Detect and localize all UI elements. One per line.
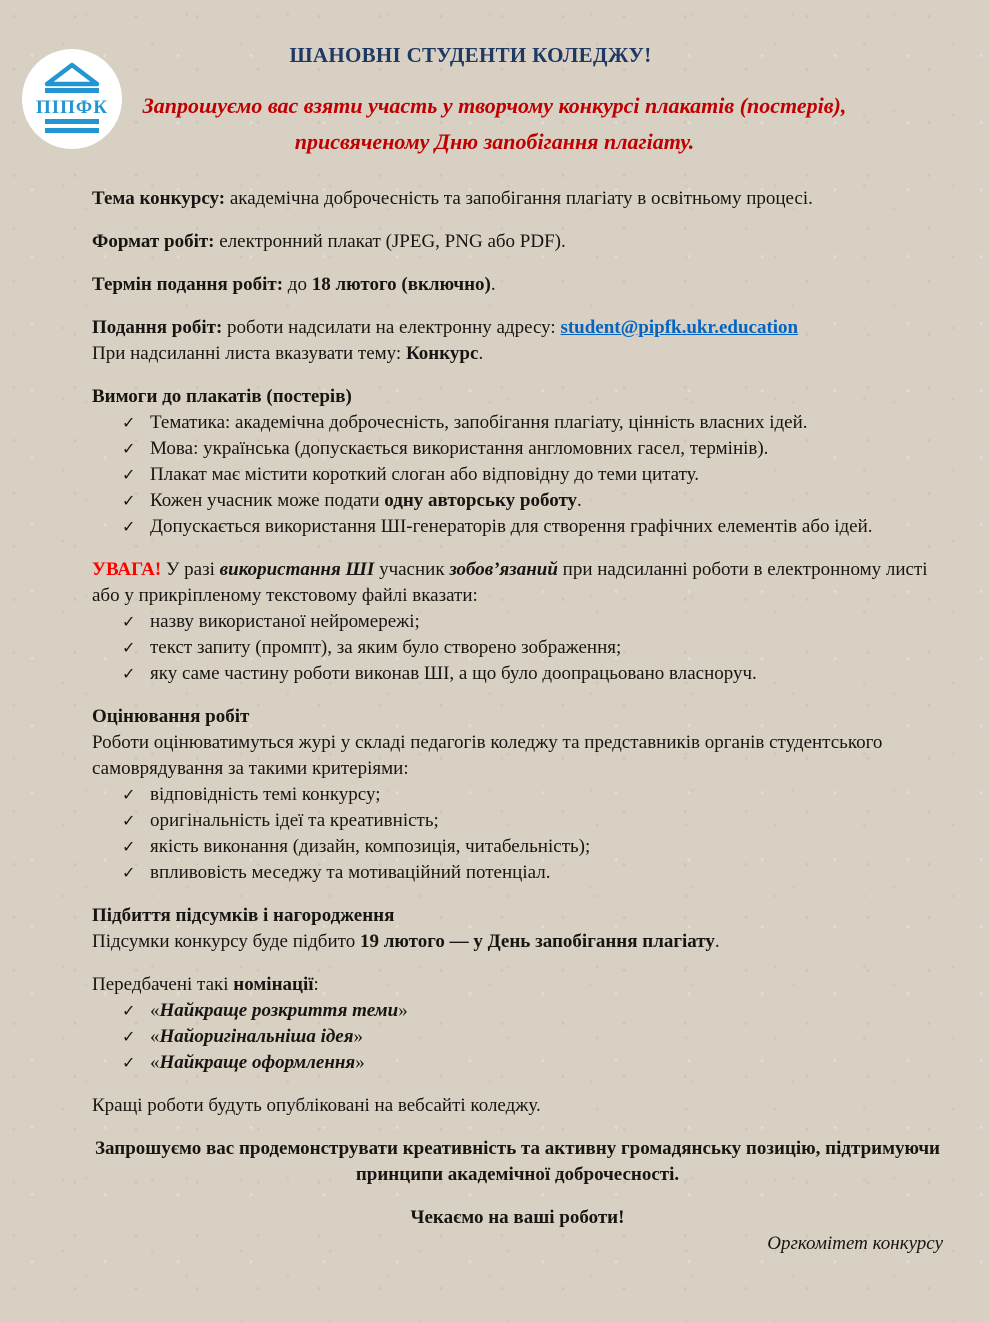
nominations-intro (92, 972, 943, 998)
text-segment: Найкраще оформлення (159, 1052, 356, 1073)
bullet-text (150, 410, 943, 436)
bullet-item (92, 436, 943, 462)
text-segment: учасник (374, 559, 450, 580)
text-segment: роботи надсилати на електронну адресу: (227, 317, 561, 338)
bullet-item (92, 1050, 943, 1076)
checkmark-icon: ✓ (122, 465, 136, 484)
text-segment: впливовість меседжу та мотиваційний потенціал. (150, 862, 551, 883)
text-segment: « (150, 1026, 160, 1047)
text-segment: Оргкомітет конкурсу (767, 1233, 943, 1254)
bullet-text (150, 998, 943, 1024)
bullet-item (92, 661, 943, 687)
logo-top-bar (45, 88, 99, 93)
text-segment: У разі (161, 559, 220, 580)
checkmark-icon: ✓ (122, 1027, 136, 1046)
text-segment: Оцінювання робіт (92, 706, 250, 727)
text-segment: академічна доброчесність та запобігання плагіату в освітньому процесі. (229, 188, 813, 209)
text-segment: . (490, 274, 496, 295)
email-link[interactable]: student@pipfk.ukr.education (560, 317, 799, 338)
ai-disclosure-list (92, 609, 943, 687)
evaluation-intro (92, 730, 943, 782)
submission-subject-line (92, 341, 943, 367)
logo-bottom-bar-1 (45, 119, 99, 124)
page-title: ШАНОВНІ СТУДЕНТИ КОЛЕДЖУ! (289, 43, 652, 67)
text-segment: Передбачені такі (92, 974, 234, 995)
bullet-item (92, 860, 943, 886)
bullet-item (92, 635, 943, 661)
text-segment: оригінальність ідеї та креативність; (150, 810, 439, 831)
text-segment: При надсиланні листа вказувати тему: (92, 343, 406, 364)
text-segment: назву використаної нейромережі; (150, 611, 420, 632)
logo-bottom-bar-2 (45, 128, 99, 133)
checkmark-icon: ✓ (122, 638, 136, 657)
bullet-text (150, 462, 943, 488)
bullet-item (92, 782, 943, 808)
text-segment: 19 лютого — у День запобігання плагіату (359, 931, 715, 952)
invitation-lead (0, 88, 989, 160)
bullet-item (92, 488, 943, 514)
bullet-text (150, 514, 943, 540)
text-segment: Найкраще розкриття теми (159, 1000, 399, 1021)
text-segment: « (150, 1000, 160, 1021)
bullet-item (92, 834, 943, 860)
text-segment: Плакат має містити короткий слоган або відповідну до теми цитату. (150, 464, 700, 485)
attention-paragraph (92, 557, 943, 609)
evaluation-heading (92, 704, 943, 730)
invitation-line-1: Запрошуємо вас взяти участь у творчому конкурсі плакатів (постерів), (142, 93, 847, 118)
checkmark-icon: ✓ (122, 664, 136, 683)
text-segment: використання ШІ (219, 559, 375, 580)
format-line (92, 229, 943, 255)
text-segment: при надсиланні роботи в електронному листі або у прикріпленому текстовому файлі вказати: (92, 559, 928, 606)
bullet-text (150, 661, 943, 687)
closing-invitation (92, 1136, 943, 1188)
text-segment: зобов’язаний (449, 559, 558, 580)
deadline-line (92, 272, 943, 298)
checkmark-icon: ✓ (122, 612, 136, 631)
flyer-body (0, 186, 989, 1257)
text-segment: . (577, 490, 582, 511)
checkmark-icon: ✓ (122, 785, 136, 804)
text-segment: : (313, 974, 319, 995)
bullet-text (150, 1050, 943, 1076)
publication-line (92, 1093, 943, 1119)
checkmark-icon: ✓ (122, 517, 136, 536)
requirements-heading (92, 384, 943, 410)
bullet-item (92, 808, 943, 834)
flyer-page (0, 42, 989, 1322)
checkmark-icon: ✓ (122, 811, 136, 830)
text-segment: текст запиту (промпт), за яким було створено зображення; (150, 637, 622, 658)
criteria-list (92, 782, 943, 886)
invitation-line-2: присвяченому Дню запобігання плагіату. (294, 129, 695, 154)
bullet-text (150, 635, 943, 661)
theme-line (92, 186, 943, 212)
text-segment: « (150, 1052, 160, 1073)
logo-abbr: ПІПФК (35, 97, 109, 118)
bullet-text (150, 860, 943, 886)
text-segment: Підбиття підсумків і нагородження (92, 905, 395, 926)
text-segment: Допускається використання ШІ-генераторів для створення графічних елементів або ідей. (150, 516, 873, 537)
text-segment: Чекаємо на ваші роботи! (410, 1207, 625, 1228)
bullet-text (150, 436, 943, 462)
closing-call (92, 1205, 943, 1231)
bullet-item (92, 514, 943, 540)
text-segment: Роботи оцінюватимуться журі у складі педагогів коледжу та представників органів студентського самоврядування за такими критеріями: (92, 732, 883, 779)
bullet-text (150, 834, 943, 860)
requirements-list (92, 410, 943, 540)
college-logo (22, 49, 122, 149)
text-segment: » (353, 1026, 364, 1047)
checkmark-icon: ✓ (122, 837, 136, 856)
bullet-text (150, 609, 943, 635)
text-segment: . (478, 343, 484, 364)
text-segment: . (714, 931, 720, 952)
signature (92, 1231, 943, 1257)
text-segment: Конкурс (405, 343, 479, 364)
text-segment: Мова: українська (допускається використання англомовних гасел, термінів). (150, 438, 769, 459)
results-line (92, 929, 943, 955)
text-segment: одну авторську роботу (384, 490, 578, 511)
text-segment: Кращі роботи будуть опубліковані на вебсайті коледжу. (92, 1095, 541, 1116)
text-segment: яку саме частину роботи виконав ШІ, а що було доопрацьовано власноруч. (150, 663, 757, 684)
text-segment: » (355, 1052, 365, 1073)
text-segment: номінації (233, 974, 314, 995)
bullet-text (150, 1024, 943, 1050)
text-segment: Вимоги до плакатів (постерів) (92, 386, 352, 407)
checkmark-icon: ✓ (122, 413, 136, 432)
results-heading (92, 903, 943, 929)
text-segment: відповідність темі конкурсу; (150, 784, 381, 805)
bullet-text (150, 782, 943, 808)
text-segment: Кожен учасник може подати (150, 490, 385, 511)
checkmark-icon: ✓ (122, 863, 136, 882)
submission-line (92, 315, 943, 341)
text-segment: 18 лютого (включно) (311, 274, 491, 295)
bullet-text (150, 808, 943, 834)
bullet-item (92, 609, 943, 635)
checkmark-icon: ✓ (122, 1053, 136, 1072)
nominations-list (92, 998, 943, 1076)
bullet-text (150, 488, 943, 514)
text-segment: УВАГА! (92, 559, 162, 580)
text-segment: Найоригінальніша ідея (159, 1026, 354, 1047)
checkmark-icon: ✓ (122, 1001, 136, 1020)
text-segment: Термін подання робіт: (92, 274, 288, 295)
text-segment: Запрошуємо вас продемонструвати креативність та активну громадянську позицію, підтримуючи принципи академічної доброчесності. (95, 1138, 940, 1185)
text-segment: » (398, 1000, 408, 1021)
text-segment: Підсумки конкурсу буде підбито (92, 931, 360, 952)
college-logo-emblem (22, 49, 122, 149)
bullet-item (92, 462, 943, 488)
checkmark-icon: ✓ (122, 439, 136, 458)
text-segment: електронний плакат (JPEG, PNG або PDF). (219, 231, 566, 252)
text-segment: Тематика: академічна доброчесність, запобігання плагіату, цінність власних ідей. (150, 412, 808, 433)
text-segment: Тема конкурсу: (92, 188, 230, 209)
bullet-item (92, 998, 943, 1024)
checkmark-icon: ✓ (122, 491, 136, 510)
text-segment: до (287, 274, 312, 295)
bullet-item (92, 410, 943, 436)
bullet-item (92, 1024, 943, 1050)
text-segment: Подання робіт: (92, 317, 228, 338)
text-segment: якість виконання (дизайн, композиція, читабельність); (150, 836, 591, 857)
text-segment: Формат робіт: (92, 231, 220, 252)
